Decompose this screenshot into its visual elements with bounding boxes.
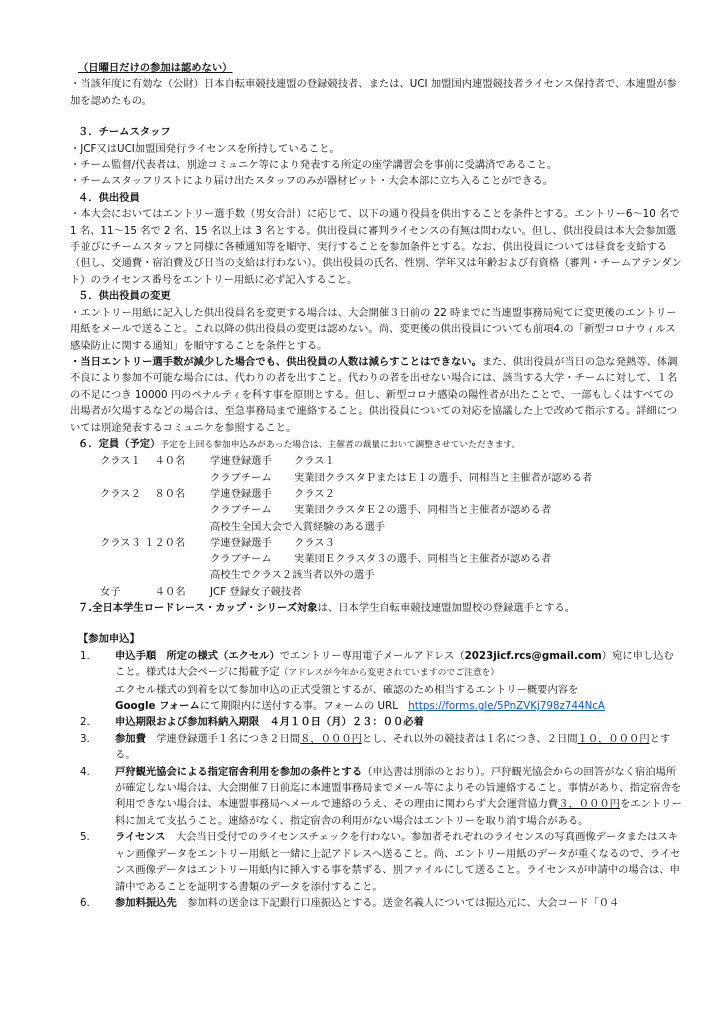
officials-change-body: ・エントリー用紙に記入した供出役員名を変更する場合は、大会開催３日前の 22 時までに当連盟事務局宛てに変更後のエントリー用紙をメールで送ること。これ以降の供出役員の変更は認めない。尚、変更後の供出役員についても前項4.の「新型コロナウィルス感染防止に関する通知」を順守することを条件とする。 bbox=[70, 306, 677, 352]
capacity-row: 女子 ４０名 JCF 登録女子競技者 bbox=[100, 585, 302, 598]
entry-email[interactable]: 2023jicf.rcs@gmail.com bbox=[464, 649, 602, 662]
officials-body: ・本大会においてはエントリー選手数（男女合計）に応じて、以下の通り役員を供出することを条件とする。エントリー6～10 名で 1 名、11～15 名で 2 名、15 名以上は 3 名とする。供出役員に審判ライセンスの有無は問わない。但し、供出役員は本大会参加選手並びにチームスタッフと同様に各種通知等を順守、実行することを参加条件とする。なお、供出役員については昼食を支給する（但し、交通費・宿泊費及び日当の支給は行わない）。供出役員の氏名、性別、学年又は年齢および有資格（審判・チームアテンダント）のライセンス番号をエントリー用紙に必ず記入すること。 bbox=[70, 208, 682, 286]
capacity-heading-line: ６．定員（予定）予定を上回る参加申込みがあった場合は、主催者の裁量において調整させていただきます。 bbox=[78, 437, 521, 450]
staff-bullet-2: ・チーム監督/代表者は、別途コミュニケ等により発表する所定の座学講習会を事前に受講済であること。 bbox=[70, 159, 558, 172]
list-item: 6. 参加料振込先 参加料の送金は下記銀行口座振込とする。送金名義人については振込元に、大会コード「０４ bbox=[80, 896, 620, 909]
capacity-row: 高校生全国大会で入賞経験のある選手 bbox=[210, 520, 386, 533]
list-item: 4. 戸狩観光協会による指定宿舎利用を参加の条件とする（申込書は別添のとおり）。戸狩観光協会からの回答がなく宿泊場所が確定しない場合は、大会開催７日前迄に本連盟事務局までメール等によりその旨連絡すること。事情があり、指定宿舎を利用できない場合は、本連盟事務局へメールで連絡のうえ、その理由に関わらず大会運営協力費３，０００円をエントリー料に加えて支払うこと。連絡がなく、指定宿舎の利用がない場合はエントリーを取り消す場合がある。 bbox=[80, 765, 682, 827]
entry-list bbox=[80, 648, 682, 912]
form-url-link[interactable]: https://forms.gle/5PnZVKj798z744NcA bbox=[408, 700, 605, 713]
staff-bullet-3: ・チームスタッフリストにより届け出たスタッフのみが器材ピット・大会本部に立ち入ることができる。 bbox=[70, 175, 553, 188]
series-line: ７.全日本学生ロードレース・カップ・シリーズ対象は、日本学生自転車競技連盟加盟校の登録選手とする。 bbox=[78, 602, 576, 615]
capacity-row: クラブチーム 実業団Ｅクラスタ３の選手、同相当と主催者が認める者 bbox=[210, 553, 552, 566]
list-item: 5. ライセンス 大会当日受付でのライセンスチェックを行わない。参加者それぞれのライセンスの写真画像データまたはスキャン画像データをエントリー用紙と一緒に上記アドレスへ送ること。尚、エントリー用紙のデータが重くなるので、ライセンス画像データはエントリー用紙内に挿入する事を禁ずる、別ファイルにして送ること。ライセンスが申請中の場合は、申請中であることを証明する書類のデータを添付すること。 bbox=[80, 831, 681, 893]
capacity-row: クラブチーム 実業団クラスタＥ２の選手、同相当と主催者が認める者 bbox=[210, 504, 552, 517]
list-item: 1. 申込手順 所定の様式（エクセル）でエントリー専用電子メールアドレス（2023jicf.rcs@gmail.com）宛に申し込むこと。様式は大会ページに掲載予定（アドレスが今年から変更されていますのでご注意を） エクセル様式の到着を以て参加申込の正式受領とするが、確認のため相当するエントリー概要内容を Google フォームにて期限内に送付する事。フォームの URL https://forms.gle/5PnZVKj798z744NcA bbox=[80, 649, 674, 713]
officials-change-body-2: ・当日エントリー選手数が減少した場合でも、供出役員の人数は減らすことはできない。また、供出役員が当日の急な発熱等、体調不良により参加不可能な場合には、代わりの者を出すこと。代わりの者を出せない場合には、該当する大学・チームに対して、１名の不足につき 10000 円のペナルティを科す事を原則とする。但し、新型コロナ感染の陽性者が出たことで、一部もしくはすべての出場者が欠場するなどの場合は、至急事務局まで連絡すること。供出役員についての対応を協議した上で改めて指示する。詳細については別途発表するコミュニケを参照すること。 bbox=[70, 355, 678, 434]
staff-bullet-1: ・JCF又はUCI加盟国発行ライセンスを所持していること。 bbox=[70, 142, 340, 155]
capacity-row: クラス１ ４０名 学連登録選手 クラス１ bbox=[100, 455, 335, 468]
section-heading-officials-change: ５．供出役員の変更 bbox=[78, 290, 171, 303]
section-heading-officials: ４．供出役員 bbox=[78, 191, 140, 204]
capacity-table bbox=[100, 453, 682, 600]
eligibility-bullet: ・当該年度に有効な（公財）日本自転車競技連盟の登録競技者、または、UCI 加盟国内連盟競技者ライセンス保持者で、本連盟が参加を認めたもの。 bbox=[70, 78, 677, 107]
list-item: 2. 申込期限および参加料納入期限 ４月１０日（月）２３：００必着 bbox=[80, 716, 424, 729]
list-item: 3. 参加費 学連登録選手１名につき２日間８，０００円とし、それ以外の競技者は１名につき、２日間１０，０００円とする。 bbox=[80, 732, 671, 762]
weekend-note: （日曜日だけの参加は認めない） bbox=[78, 62, 233, 74]
capacity-row: クラブチーム 実業団クラスタＰまたはＥ１の選手、同相当と主催者が認める者 bbox=[210, 471, 593, 484]
bold-lead: ・当日エントリー選手数が減少した場合でも、供出役員の人数は減らすことはできない。 bbox=[70, 355, 482, 368]
capacity-row: クラス３ １２０名 学連登録選手 クラス３ bbox=[100, 536, 335, 549]
section-heading-staff: ３．チームスタッフ bbox=[78, 126, 171, 139]
entry-heading: 【参加申込】 bbox=[78, 633, 140, 646]
document-page bbox=[70, 60, 682, 911]
capacity-row: クラス２ ８０名 学連登録選手 クラス２ bbox=[100, 487, 335, 500]
capacity-row: 高校生でクラス２該当者以外の選手 bbox=[210, 569, 375, 582]
